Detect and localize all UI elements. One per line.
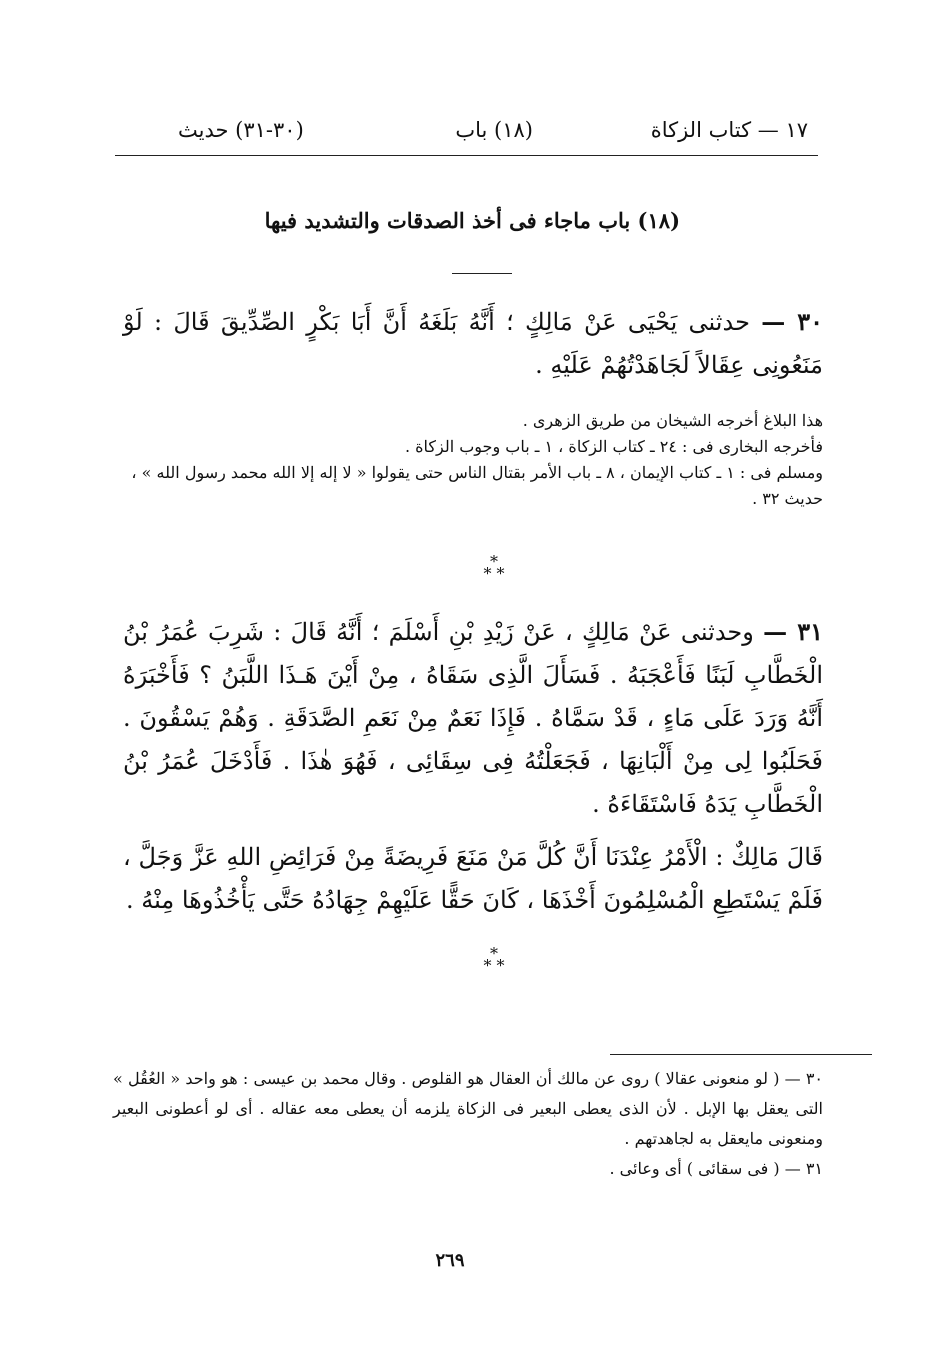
- hadith-30-number: ٣٠ —: [761, 307, 823, 336]
- hadith-31: [123, 610, 823, 826]
- title-divider: [452, 273, 512, 274]
- section-separator-2: * * *: [483, 944, 505, 975]
- running-header: [178, 118, 808, 154]
- hadith-30: [123, 300, 823, 387]
- chapter-title: (١٨) باب ماجاء فى أخذ الصدقات والتشديد فيها: [264, 208, 680, 233]
- header-chapter: (١٨) باب: [455, 118, 533, 142]
- malik-statement: قَالَ مَالِكٌ : الْأَمْرُ عِنْدَنَا أَنَّ كُلَّ مَنْ مَنَعَ فَرِيضَةً مِنْ فَرَائِضِ اللهِ عَزَّ وَجَلَّ ، فَلَمْ يَسْتَطِعِ الْمُسْلِمُونَ أَخْذَهَا ، كَانَ حَقًّا عَلَيْهِمْ جِهَادُهُ حَتَّى يَأْخُذُوهَا مِنْهُ .: [123, 843, 823, 914]
- hadith-30-text: حدثنى يَحْيَى عَنْ مَالِكٍ ؛ أَنَّهُ بَلَغَهُ أَنَّ أَبَا بَكْرٍ الصِّدِّيقَ قَالَ : لَوْ مَنَعُونِى عِقَالاً لَجَاهَدْتُهُمْ عَلَيْهِ .: [123, 308, 823, 379]
- header-book-title: ١٧ — كتاب الزكاة: [650, 118, 808, 142]
- footnote-31: ٣١ — ( فى سقائى ) أى وعائى .: [609, 1159, 823, 1178]
- footnotes: [113, 1064, 823, 1184]
- header-rule: [115, 155, 818, 156]
- takhrij-line-2: فأخرجه البخارى فى : ٢٤ ـ كتاب الزكاة ، ١ ـ باب وجوب الزكاة .: [404, 437, 823, 456]
- footnote-rule: [610, 1054, 872, 1055]
- header-hadith-range: (٣٠-٣١) حديث: [178, 118, 304, 142]
- footnote-30: ٣٠ — ( لو منعونى عقالا ) روى عن مالك أن العقال هو القلوص . وقال محمد بن عيسى : هو واحد « العُقُل » التى يعقل بها الإبل . لأن الذى يعطى البعير فى الزكاة يلزمه أن يعطى معه عقاله . أى لو أعطونى البعير ومنعونى مايعقل به لجاهدتهم .: [113, 1069, 823, 1148]
- section-separator: * * *: [483, 552, 505, 583]
- hadith-31-text: وحدثنى عَنْ مَالِكٍ ، عَنْ زَيْدِ بْنِ أَسْلَمَ ؛ أَنَّهُ قَالَ : شَرِبَ عُمَرُ بْنُ الْخَطَّابِ لَبَنًا فَأَعْجَبَهُ . فَسَأَلَ الَّذِى سَقَاهُ ، مِنْ أَيْنَ هَـذَا اللَّبَنُ ؟ فَأَخْبَرَهُ أَنَّهُ وَرَدَ عَلَى مَاءٍ ، قَدْ سَمَّاهُ . فَإِذَا نَعَمٌ مِنْ نَعَمِ الصَّدَقَةِ . وَهُمْ يَسْقُونَ . فَحَلَبُوا لِى مِنْ أَلْبَانِهَا ، فَجَعَلْتُهُ فِى سِقَائِى ، فَهُوَ هٰذَا . فَأَدْخَلَ عُمَرُ بْنُ الْخَطَّابِ يَدَهُ فَاسْتَقَاءَهُ .: [123, 618, 823, 818]
- hadith-31-number: ٣١ —: [763, 617, 823, 646]
- page-number: ٢٦٩: [435, 1250, 465, 1271]
- takhrij-line-3: ومسلم فى : ١ ـ كتاب الإيمان ، ٨ ـ باب الأمر بقتال الناس حتى يقولوا « لا إله إلا الله محمد رسول الله » ، حديث ٣٢ .: [131, 463, 823, 508]
- hadith-30-takhrij: [123, 408, 823, 512]
- takhrij-line-1: هذا البلاغ أخرجه الشيخان من طريق الزهرى .: [522, 411, 823, 430]
